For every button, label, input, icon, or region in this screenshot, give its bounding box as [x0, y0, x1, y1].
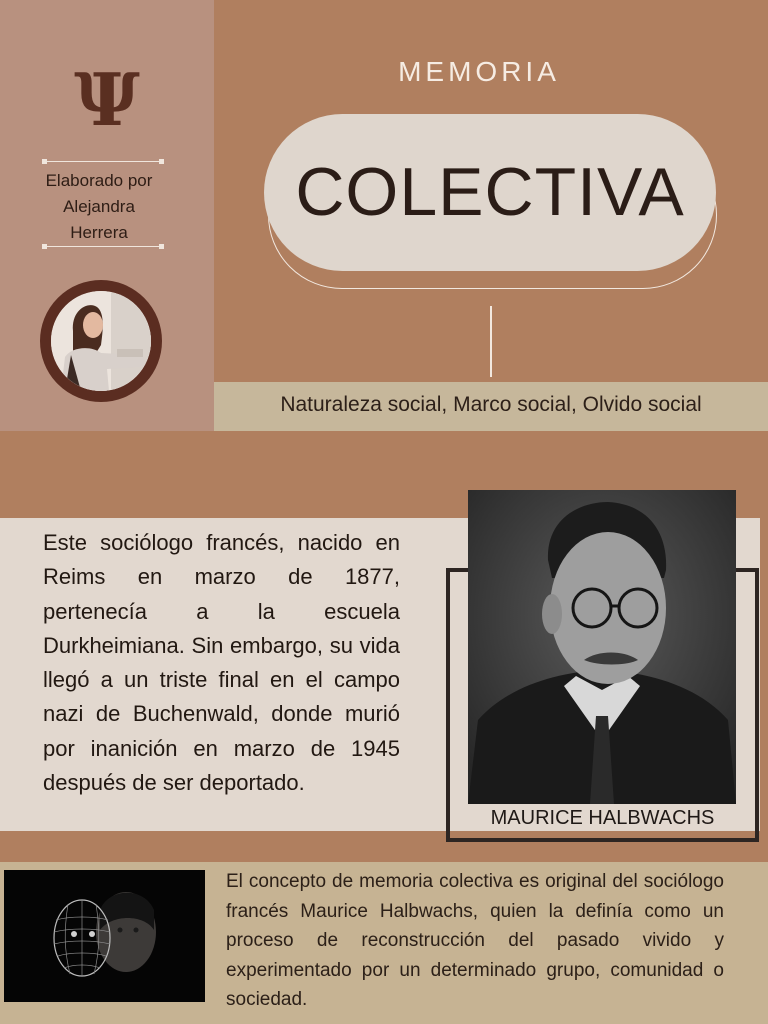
bio-text: Este sociólogo francés, nacido en Reims en marzo de 1877, pertenecía a la escuela Durkheimiana. Sin embargo, su vida llegó a un triste final en el campo nazi de Buchenwald, donde murió por inanición en marzo de 1945 después de ser deportado. [43, 530, 400, 796]
psi-symbol-icon: Ψ [74, 57, 140, 142]
credit-line-3: Herrera [70, 223, 128, 242]
man-portrait-icon [468, 490, 736, 804]
credit-line-1: Elaborado por [45, 171, 153, 190]
wireframe-faces-icon [4, 870, 205, 1002]
tags-text: Naturaleza social, Marco social, Olvido social [280, 393, 702, 416]
concept-text: El concepto de memoria colectiva es original del sociólogo francés Maurice Halbwachs, quien la definía como un proceso de reconstrucción del pasado vivido y experimentado por un determinado grupo, comunidad o sociedad. [226, 871, 724, 1010]
woman-portrait-icon [51, 291, 151, 391]
halbwachs-photo [468, 490, 736, 804]
photo-caption: MAURICE HALBWACHS [490, 807, 715, 829]
author-credit [0, 168, 198, 246]
title-top: MEMORIA [398, 56, 560, 87]
vertical-divider [490, 306, 492, 377]
divider-line-bottom [44, 246, 162, 247]
author-avatar [40, 280, 162, 402]
title-main: COLECTIVA [295, 154, 685, 230]
divider-line-top [44, 161, 162, 162]
credit-line-2: Alejandra [63, 197, 135, 216]
concept-image [4, 870, 205, 1002]
